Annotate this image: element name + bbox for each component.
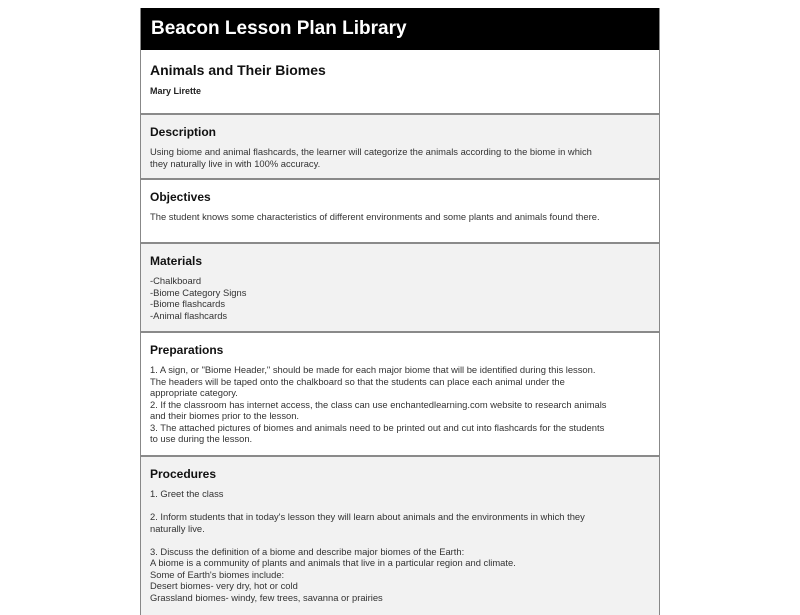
preparations-line: appropriate category. <box>150 387 238 398</box>
procedures-line: 3. Discuss the definition of a biome and describe major biomes of the Earth: <box>150 545 465 557</box>
materials-item: -Biome flashcards <box>150 298 226 309</box>
section-preparations <box>141 331 659 455</box>
materials-item: -Chalkboard <box>150 275 202 286</box>
materials-item: -Animal flashcards <box>150 309 228 321</box>
objectives-line: The student knows some characteristics of different environments and some plants and animals found there. <box>150 211 600 222</box>
preparations-line: to use during the lesson. <box>150 433 253 444</box>
lesson-title: Animals and Their Biomes <box>150 62 326 78</box>
description-body <box>150 146 650 169</box>
procedures-line: Some of Earth's biomes include: <box>150 568 285 580</box>
procedures-body <box>150 488 650 603</box>
site-title: Beacon Lesson Plan Library <box>151 18 407 39</box>
procedures-spacer <box>150 500 650 512</box>
preparations-line: 2. If the classroom has internet access, the class can use enchantedlearning.com website to research animals <box>150 398 607 410</box>
section-objectives <box>141 178 659 242</box>
lesson-plan-page <box>140 8 660 615</box>
procedures-line: Grassland biomes- windy, few trees, savanna or prairies <box>150 591 383 603</box>
lesson-header <box>141 50 659 113</box>
procedures-line: A biome is a community of plants and animals that live in a particular region and climate. <box>150 557 516 568</box>
section-description <box>141 113 659 178</box>
procedures-line: 1. Greet the class <box>150 488 224 499</box>
preparations-line: and their biomes prior to the lesson. <box>150 410 300 421</box>
procedures-line: Desert biomes- very dry, hot or cold <box>150 580 298 591</box>
procedures-spacer <box>150 534 650 546</box>
preparations-line: 3. The attached pictures of biomes and animals need to be printed out and cut into flashcards for the students <box>150 421 605 433</box>
description-line: they naturally live in with 100% accuracy. <box>150 157 321 169</box>
procedures-line: naturally live. <box>150 522 205 534</box>
materials-item: -Biome Category Signs <box>150 286 247 298</box>
preparations-line: The headers will be taped onto the chalkboard so that the students can place each animal under the <box>150 375 565 387</box>
preparations-body <box>150 364 650 445</box>
materials-list <box>150 275 650 321</box>
site-banner <box>141 8 659 50</box>
section-procedures <box>141 455 659 615</box>
materials-heading: Materials <box>150 254 203 268</box>
procedures-heading: Procedures <box>150 467 217 481</box>
objectives-heading: Objectives <box>150 190 211 204</box>
objectives-body <box>150 211 650 223</box>
lesson-author: Mary Lirette <box>150 86 202 96</box>
procedures-line: 2. Inform students that in today's lesson they will learn about animals and the environments in which they <box>150 511 585 522</box>
preparations-line: 1. A sign, or "Biome Header," should be made for each major biome that will be identified during this lesson. <box>150 364 596 375</box>
description-heading: Description <box>150 125 217 139</box>
section-materials <box>141 242 659 331</box>
preparations-heading: Preparations <box>150 343 224 357</box>
description-line: Using biome and animal flashcards, the learner will categorize the animals according to the biome in which <box>150 146 592 157</box>
